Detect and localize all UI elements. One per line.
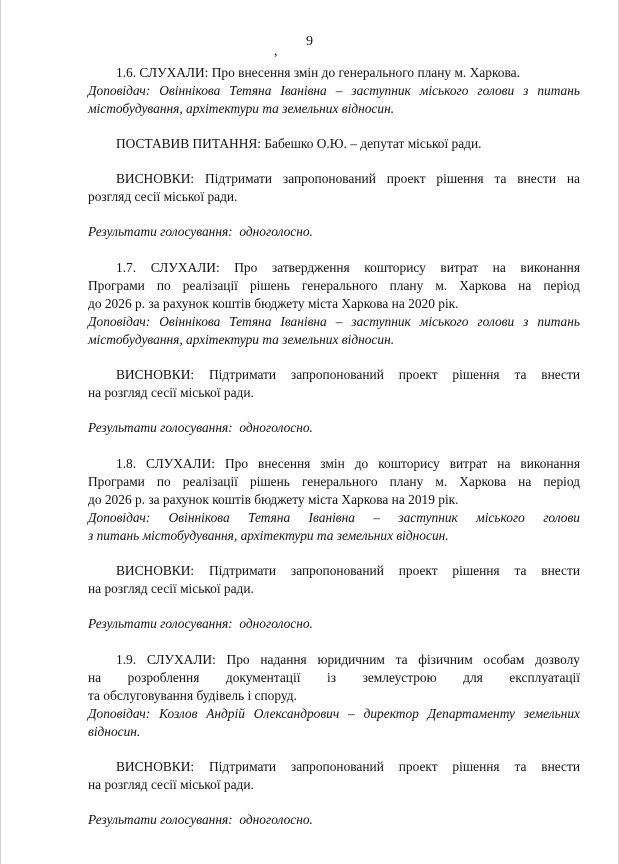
vote-value: одноголосно. (239, 616, 313, 631)
stray-mark: , (274, 44, 278, 59)
conclusions-line: ВИСНОВКИ: Підтримати запропонований проект рішення та внести (116, 759, 580, 774)
speaker-line: відносин. (88, 724, 141, 739)
agenda-item-1-8 (88, 455, 580, 633)
agenda-item-1-6 (88, 64, 580, 241)
conclusions-line: ВИСНОВКИ: Підтримати запропонований проект рішення та внести (116, 367, 580, 382)
vote-value: одноголосно. (239, 420, 313, 435)
speaker-line: містобудування, архітектури та земельних відносин. (88, 101, 395, 116)
vote-result (88, 615, 580, 633)
heard-line: 1.9. СЛУХАЛИ: Про надання юридичним та фізичним особам дозволу (116, 652, 580, 667)
conclusions-line: на розгляд сесії міської ради. (88, 581, 254, 596)
vote-value: одноголосно. (239, 812, 313, 827)
heard-line: Програми по реалізації рішень генерального плану м. Харкова на період (88, 278, 580, 293)
vote-label: Результати голосування: (88, 224, 233, 239)
scan-artifact-line (0, 0, 1, 864)
vote-value: одноголосно. (239, 224, 313, 239)
heard-line: на розроблення документації із землеустрою для експлуатації (88, 670, 580, 685)
agenda-item-1-7 (88, 259, 580, 437)
heard-line: до 2026 р. за рахунок коштів бюджету міста Харкова на 2019 рік. (88, 492, 459, 507)
speaker-line: Доповідач: Овіннікова Тетяна Іванівна – заступник міського голови (88, 510, 580, 525)
speaker-line: Доповідач: Козлов Андрій Олександрович – директор Департаменту земельних (88, 706, 580, 721)
speaker-line: Доповідач: Овіннікова Тетяна Іванівна – заступник міського голови з питань (88, 83, 580, 98)
heard-line: до 2026 р. за рахунок коштів бюджету міста Харкова на 2020 рік. (88, 296, 459, 311)
vote-label: Результати голосування: (88, 420, 233, 435)
conclusions-line: на розгляд сесії міської ради. (88, 777, 254, 792)
page-number: 9 (306, 34, 313, 49)
heard-line: 1.7. СЛУХАЛИ: Про затвердження кошторису витрат на виконання (116, 260, 580, 275)
conclusions-line: на розгляд сесії міської ради. (88, 385, 254, 400)
speaker-line: містобудування, архітектури та земельних відносин. (88, 332, 395, 347)
vote-label: Результати голосування: (88, 812, 233, 827)
conclusions-line: ВИСНОВКИ: Підтримати запропонований проект рішення та внести (116, 563, 580, 578)
vote-result (88, 419, 580, 437)
heard-line: 1.8. СЛУХАЛИ: Про внесення змін до кошторису витрат на виконання (116, 456, 580, 471)
heard-line: Програми по реалізації рішень генерального плану м. Харкова на період (88, 474, 580, 489)
conclusions-line: розгляд сесії міської ради. (88, 189, 238, 204)
conclusions-line: ВИСНОВКИ: Підтримати запропонований проект рішення та внести на (116, 171, 580, 186)
vote-result (88, 811, 580, 829)
raised-by-line: ПОСТАВИВ ПИТАННЯ: Бабешко О.Ю. – депутат міської ради. (116, 136, 482, 151)
vote-result (88, 223, 580, 241)
agenda-item-1-9 (88, 651, 580, 829)
heard-line: 1.6. СЛУХАЛИ: Про внесення змін до генерального плану м. Харкова. (116, 65, 520, 80)
speaker-line: з питань містобудування, архітектури та земельних відносин. (88, 528, 449, 543)
minutes-content (88, 64, 580, 829)
vote-label: Результати голосування: (88, 616, 233, 631)
speaker-line: Доповідач: Овіннікова Тетяна Іванівна – заступник міського голови з питань (88, 314, 580, 329)
heard-line: та обслуговування будівель і споруд. (88, 688, 297, 703)
